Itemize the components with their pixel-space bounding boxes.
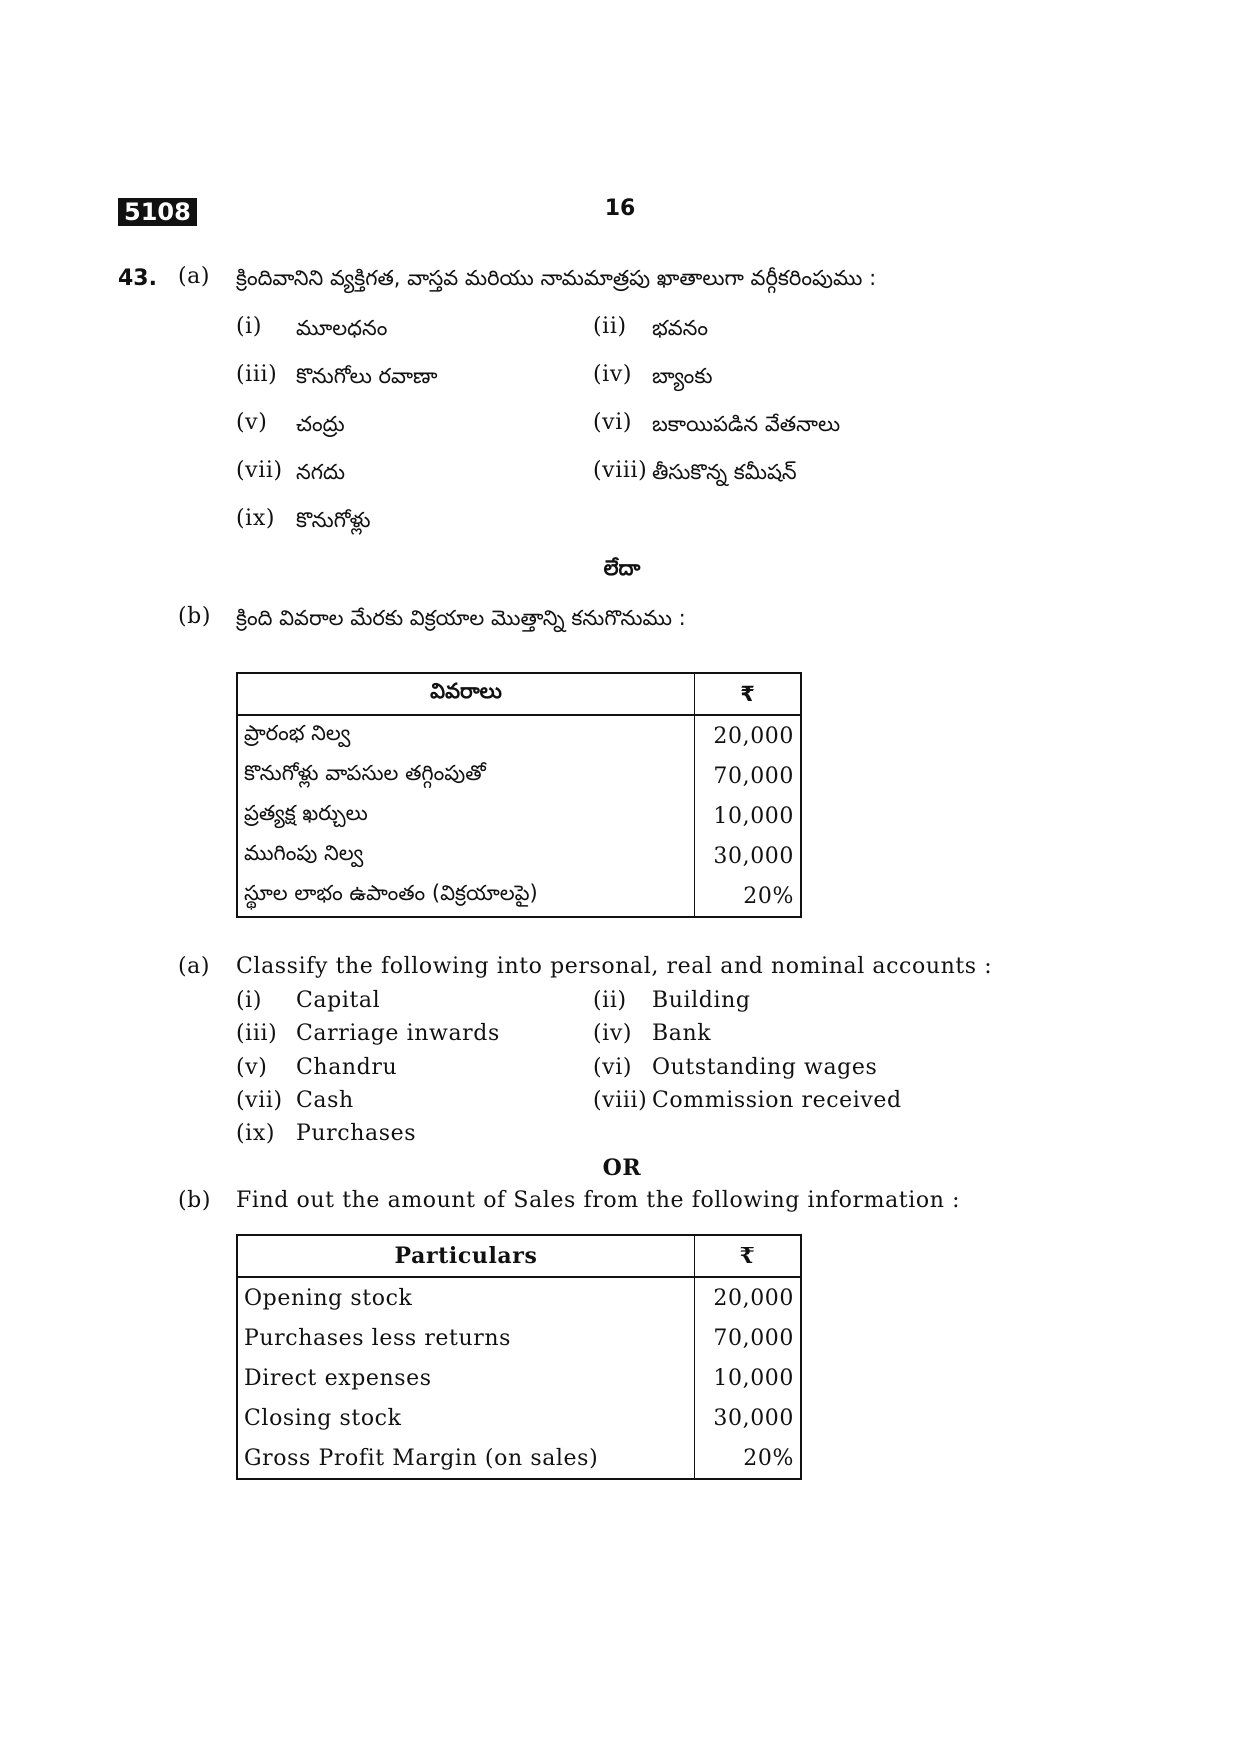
en-amount-cell: 70,000 [695, 1318, 802, 1358]
en-item-text: Chandru [296, 1055, 398, 1080]
te-table-header-particulars: వివరాలు [237, 673, 695, 715]
te-part-a-prompt: క్రిందివానిని వ్యక్తిగత, వాస్తవ మరియు నామమాత్రపు ఖాతాలుగా వర్గీకరింపుము : [236, 266, 877, 290]
table-row [237, 715, 801, 756]
te-particular-cell: ప్రారంభ నిల్వ [237, 715, 695, 756]
table-row [237, 1438, 801, 1479]
te-table-header-rupee: ₹ [695, 673, 802, 715]
en-part-a-prompt: Classify the following into personal, real and nominal accounts : [236, 954, 993, 979]
en-particular-cell: Closing stock [237, 1398, 695, 1438]
te-particular-cell: ముగింపు నిల్వ [237, 836, 695, 876]
en-particular-cell: Gross Profit Margin (on sales) [237, 1438, 695, 1479]
te-item-num: (ix) [236, 506, 276, 531]
en-or-divider: OR [602, 1155, 642, 1181]
table-row [237, 1277, 801, 1318]
en-part-b-prompt: Find out the amount of Sales from the following information : [236, 1188, 961, 1213]
te-or-divider: లేదా [603, 556, 641, 580]
te-part-b-label: (b) [178, 604, 212, 629]
te-item-text: మూలధనం [296, 316, 388, 340]
te-part-a-label: (a) [178, 264, 211, 289]
en-particular-cell: Direct expenses [237, 1358, 695, 1398]
te-item-text: కొనుగోలు రవాణా [296, 364, 438, 388]
table-row [237, 1398, 801, 1438]
en-sales-table [236, 1234, 802, 1480]
en-item-text: Commission received [652, 1088, 902, 1113]
en-part-b-label: (b) [178, 1188, 212, 1213]
en-item-num: (vii) [236, 1088, 283, 1113]
table-row [237, 796, 801, 836]
te-item-text: బ్యాంకు [652, 364, 713, 388]
te-amount-cell: 30,000 [695, 836, 802, 876]
te-item-num: (viii) [593, 458, 648, 483]
en-table-header-particulars: Particulars [237, 1235, 695, 1277]
en-item-text: Outstanding wages [652, 1055, 878, 1080]
en-item-text: Cash [296, 1088, 354, 1113]
question-number: 43. [118, 266, 157, 291]
en-part-a-label: (a) [178, 954, 211, 979]
te-item-text: నగదు [296, 460, 346, 484]
en-item-text: Bank [652, 1021, 712, 1046]
te-item-num: (vi) [593, 410, 633, 435]
en-item-num: (ii) [593, 988, 627, 1013]
en-particular-cell: Opening stock [237, 1277, 695, 1318]
te-part-b-prompt: క్రింది వివరాల మేరకు విక్రయాల మొత్తాన్ని కనుగొనుము : [236, 606, 686, 630]
en-item-num: (ix) [236, 1121, 276, 1146]
te-item-num: (iii) [236, 362, 278, 387]
table-row [237, 1318, 801, 1358]
en-table-header-rupee: ₹ [695, 1235, 802, 1277]
en-item-num: (viii) [593, 1088, 648, 1113]
en-amount-cell: 20,000 [695, 1277, 802, 1318]
te-particular-cell: స్థూల లాభం ఉపాంతం (విక్రయాలపై) [237, 876, 695, 917]
te-item-text: తీసుకొన్న కమీషన్ [652, 460, 797, 484]
table-row [237, 836, 801, 876]
en-item-num: (vi) [593, 1055, 633, 1080]
te-amount-cell: 10,000 [695, 796, 802, 836]
te-item-text: బకాయిపడిన వేతనాలు [652, 412, 841, 436]
en-particular-cell: Purchases less returns [237, 1318, 695, 1358]
en-item-text: Building [652, 988, 751, 1013]
te-item-num: (iv) [593, 362, 633, 387]
table-row [237, 876, 801, 917]
question-paper-code: 5108 [118, 198, 197, 226]
en-item-text: Capital [296, 988, 381, 1013]
table-row [237, 756, 801, 796]
en-amount-cell: 30,000 [695, 1398, 802, 1438]
te-sales-table [236, 672, 802, 918]
te-item-num: (ii) [593, 314, 627, 339]
te-item-num: (i) [236, 314, 263, 339]
te-item-num: (vii) [236, 458, 283, 483]
en-item-num: (i) [236, 988, 263, 1013]
te-item-num: (v) [236, 410, 268, 435]
en-item-num: (iii) [236, 1021, 278, 1046]
en-item-text: Carriage inwards [296, 1021, 500, 1046]
en-item-num: (v) [236, 1055, 268, 1080]
te-amount-cell: 20,000 [695, 715, 802, 756]
te-amount-cell: 70,000 [695, 756, 802, 796]
te-particular-cell: కొనుగోళ్లు వాపసుల తగ్గింపుతో [237, 756, 695, 796]
te-item-text: కొనుగోళ్లు [296, 508, 371, 532]
en-item-text: Purchases [296, 1121, 417, 1146]
te-amount-cell: 20% [695, 876, 802, 917]
te-particular-cell: ప్రత్యక్ష ఖర్చులు [237, 796, 695, 836]
en-amount-cell: 10,000 [695, 1358, 802, 1398]
en-item-num: (iv) [593, 1021, 633, 1046]
table-row [237, 1358, 801, 1398]
te-item-text: చంద్రు [296, 412, 345, 436]
page-number: 16 [604, 196, 636, 221]
te-item-text: భవనం [652, 316, 709, 340]
en-amount-cell: 20% [695, 1438, 802, 1479]
